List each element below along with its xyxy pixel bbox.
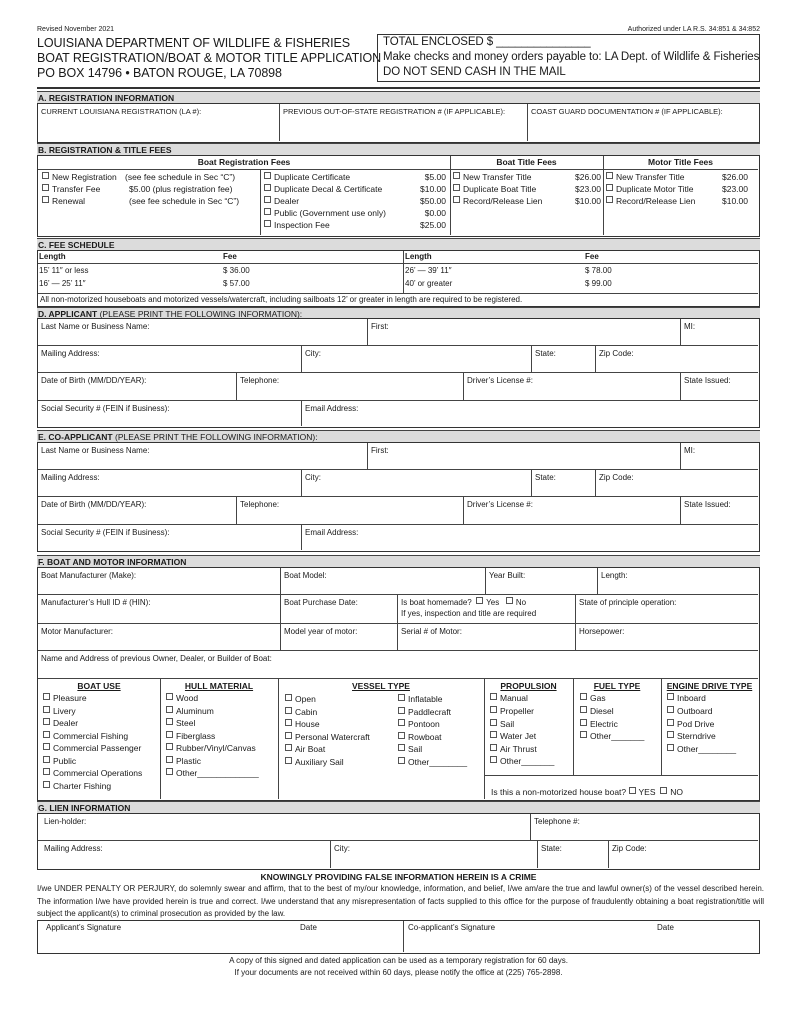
propulsion-option[interactable]: Air Thrust <box>490 743 537 755</box>
fuel-type-option[interactable]: Diesel <box>580 705 614 717</box>
houseboat-label: Is this a non-motorized house boat? <box>491 787 627 797</box>
houseboat-question <box>491 786 683 798</box>
coapplicant-signature-field[interactable]: Co-applicant’s Signature <box>408 923 496 932</box>
city-field[interactable]: City: <box>302 346 532 373</box>
applicant-table <box>37 318 760 428</box>
state-issued-field[interactable]: State Issued: <box>681 373 758 401</box>
fee-note: (see fee schedule in Sec “C”) <box>125 172 236 182</box>
boat-use-option[interactable]: Public <box>43 755 76 767</box>
lien-city-field[interactable]: City: <box>331 841 538 868</box>
boat-use-option[interactable]: Commercial Passenger <box>43 742 141 754</box>
fee-amount: $0.00 <box>424 208 446 218</box>
fee-note: $5.00 (plus registration fee) <box>129 184 233 194</box>
engine-drive-heading: ENGINE DRIVE TYPE <box>666 681 753 691</box>
section-b-title: B. REGISTRATION & TITLE FEES <box>37 143 760 155</box>
co-state-issued-field[interactable]: State Issued: <box>681 497 758 525</box>
fee-amount: $5.00 <box>424 172 446 182</box>
fee-amount: $10.00 <box>575 196 601 206</box>
zip-code-field[interactable]: Zip Code: <box>596 346 758 373</box>
section-g-title: G. LIEN INFORMATION <box>37 801 760 813</box>
checkbox-icon <box>42 196 49 203</box>
hin-field[interactable]: Manufacturer’s Hull ID # (HIN): <box>38 595 281 624</box>
vessel-type-option[interactable]: Auxiliary Sail <box>285 756 344 768</box>
divider <box>278 679 279 799</box>
form-title: BOAT REGISTRATION/BOAT & MOTOR TITLE APPLICATION <box>37 51 382 65</box>
checkbox-icon <box>453 184 460 191</box>
fees-table <box>37 155 760 237</box>
checkbox-icon <box>264 220 271 227</box>
boat-use-option[interactable]: Charter Fishing <box>43 780 111 792</box>
table-cell: 16’ — 25’ 11″ <box>39 279 86 288</box>
checkbox-icon <box>660 787 667 794</box>
co-first-name-field[interactable]: First: <box>368 443 681 470</box>
previous-owner-field[interactable]: Name and Address of previous Owner, Dealer, or Builder of Boat: <box>38 651 758 679</box>
checkbox-icon <box>166 693 173 700</box>
purchase-date-field[interactable]: Boat Purchase Date: <box>281 595 398 624</box>
lien-zip-field[interactable]: Zip Code: <box>612 844 647 853</box>
column-header: Length <box>405 252 432 261</box>
vessel-type-option[interactable]: Personal Watercraft <box>285 731 370 743</box>
checkbox-icon <box>166 706 173 713</box>
fuel-type-option[interactable]: Gas <box>580 692 606 704</box>
checkbox-icon <box>264 208 271 215</box>
applicant-date-field[interactable]: Date <box>300 923 317 932</box>
checkbox-icon <box>398 719 405 726</box>
fee-note: (see fee schedule in Sec “C”) <box>129 196 240 206</box>
boat-model-field[interactable]: Boat Model: <box>281 568 486 595</box>
duplicate-certificate-checkbox[interactable]: Duplicate Certificate <box>264 171 350 183</box>
propulsion-heading: PROPULSION <box>500 681 557 691</box>
duplicate-motor-title-checkbox[interactable]: Duplicate Motor Title <box>606 183 693 195</box>
dealer-checkbox[interactable]: Dealer <box>264 195 299 207</box>
checkbox-icon <box>166 743 173 750</box>
lienholder-field[interactable]: Lien-holder: <box>38 814 531 841</box>
boat-use-option[interactable]: Dealer <box>43 717 78 729</box>
checkbox-icon <box>166 768 173 775</box>
table-cell: 40’ or greater <box>405 279 453 288</box>
checkbox-icon <box>285 719 292 726</box>
hull-material-option[interactable]: Other_____________ <box>166 767 259 779</box>
fee-amount: $26.00 <box>575 172 601 182</box>
boat-use-option[interactable]: Livery <box>43 705 76 717</box>
fee-amount: $50.00 <box>420 196 446 206</box>
state-field[interactable]: State: <box>532 346 596 373</box>
boat-registration-fees-heading: Boat Registration Fees <box>197 157 291 167</box>
section-e-title: E. CO-APPLICANT (PLEASE PRINT THE FOLLOWING INFORMATION): <box>37 430 760 442</box>
boat-use-heading: BOAT USE <box>77 681 121 691</box>
checkbox-icon <box>580 731 587 738</box>
lien-mailing-address-field[interactable]: Mailing Address: <box>38 841 331 868</box>
vessel-type-option[interactable]: Paddlecraft <box>398 706 451 718</box>
column-header: Fee <box>585 252 599 261</box>
motor-new-transfer-title-checkbox[interactable]: New Transfer Title <box>606 171 685 183</box>
checkbox-icon <box>580 719 587 726</box>
boat-new-transfer-title-checkbox[interactable]: New Transfer Title <box>453 171 532 183</box>
houseboat-no-checkbox[interactable]: NO <box>660 787 683 797</box>
vessel-type-option[interactable]: Rowboat <box>398 731 442 743</box>
hull-material-option[interactable]: Steel <box>166 717 195 729</box>
checkbox-icon <box>43 768 50 775</box>
middle-initial-field[interactable]: MI: <box>681 319 758 346</box>
checkbox-icon <box>166 718 173 725</box>
checkbox-icon <box>42 172 49 179</box>
divider <box>484 775 758 776</box>
divider <box>484 679 485 799</box>
boat-make-field[interactable]: Boat Manufacturer (Make): <box>38 568 281 595</box>
checkbox-icon <box>42 184 49 191</box>
fee-amount: $23.00 <box>722 184 748 194</box>
checkbox-icon <box>667 731 674 738</box>
checkbox-icon <box>264 196 271 203</box>
checkbox-icon <box>285 744 292 751</box>
table-cell: 26’ — 39’ 11″ <box>405 266 452 275</box>
divider <box>38 169 758 170</box>
vessel-type-option[interactable]: Cabin <box>285 706 317 718</box>
co-city-field[interactable]: City: <box>302 470 532 497</box>
checkbox-icon <box>285 732 292 739</box>
applicant-signature-field[interactable]: Applicant’s Signature <box>46 923 122 932</box>
homemade-yes-checkbox[interactable]: Yes <box>476 598 499 607</box>
co-telephone-field[interactable]: Telephone: <box>237 497 464 525</box>
engine-drive-option[interactable]: Inboard <box>667 692 706 704</box>
state-of-operation-field[interactable]: State of principle operation: <box>576 595 758 624</box>
drivers-license-field[interactable]: Driver’s License #: <box>464 373 681 401</box>
checkbox-icon <box>667 719 674 726</box>
co-state-field[interactable]: State: <box>532 470 596 497</box>
lien-telephone-field[interactable]: Telephone #: <box>531 814 758 841</box>
column-header: Length <box>39 252 66 261</box>
crime-warning: KNOWINGLY PROVIDING FALSE INFORMATION HEREIN IS A CRIME <box>260 872 537 882</box>
hull-material-option[interactable]: Rubber/Vinyl/Canvas <box>166 742 256 754</box>
checkbox-icon <box>43 756 50 763</box>
boat-use-option[interactable]: Commercial Fishing <box>43 730 128 742</box>
authorization-note: Authorized under LA R.S. 34:851 & 34:852 <box>627 26 760 33</box>
first-name-field[interactable]: First: <box>368 319 681 346</box>
co-last-name-field[interactable]: Last Name or Business Name: <box>38 443 368 470</box>
perjury-statement: I/we UNDER PENALTY OR PERJURY, do solemnly swear and affirm, that to the best of my/our knowledge, information, and belief, I/we am/are the true and lawful owner(s) of the vessel described herein. The information I/we have provided herein is true and correct. I/we understand that any misrepresentation of facts supplied to this office for the purpose of fraudulently obtaining a boat registration/title will subject the applicant(s) to criminal prosecution as provided by the law. <box>37 884 764 918</box>
co-mailing-address-field[interactable]: Mailing Address: <box>38 470 302 497</box>
co-drivers-license-field[interactable]: Driver’s License #: <box>464 497 681 525</box>
duplicate-decal-checkbox[interactable]: Duplicate Decal & Certificate <box>264 183 382 195</box>
fee-amount: $10.00 <box>722 196 748 206</box>
homemade-no-checkbox[interactable]: No <box>506 598 526 607</box>
hull-material-heading: HULL MATERIAL <box>184 681 254 691</box>
public-checkbox[interactable]: Public (Government use only) <box>264 207 386 219</box>
checkbox-icon <box>398 707 405 714</box>
horsepower-field[interactable]: Horsepower: <box>576 624 758 651</box>
houseboat-yes-checkbox[interactable]: YES <box>629 787 656 797</box>
motor-record-lien-checkbox[interactable]: Record/Release Lien <box>606 195 695 207</box>
checkbox-icon <box>506 597 513 604</box>
hull-material-option[interactable]: Wood <box>166 692 198 704</box>
lien-table <box>37 813 760 870</box>
checkbox-icon <box>166 731 173 738</box>
checkbox-icon <box>606 172 613 179</box>
mailing-address: PO BOX 14796 • BATON ROUGE, LA 70898 <box>37 66 282 80</box>
checkbox-icon <box>580 706 587 713</box>
co-ssn-field[interactable]: Social Security # (FEIN if Business): <box>38 525 302 550</box>
renewal-checkbox[interactable]: Renewal <box>42 195 85 207</box>
checkbox-icon <box>490 719 497 726</box>
ssn-field[interactable]: Social Security # (FEIN if Business): <box>38 401 302 426</box>
duplicate-boat-title-checkbox[interactable]: Duplicate Boat Title <box>453 183 536 195</box>
checkbox-icon <box>629 787 636 794</box>
engine-drive-option[interactable]: Outboard <box>667 705 712 717</box>
co-email-field[interactable]: Email Address: <box>305 528 359 537</box>
homemade-question <box>398 595 576 624</box>
total-enclosed-field[interactable]: TOTAL ENCLOSED $ _______________ <box>383 36 591 48</box>
co-applicant-table <box>37 442 760 552</box>
fee-amount: $10.00 <box>420 184 446 194</box>
boat-use-option[interactable]: Pleasure <box>43 692 87 704</box>
checkbox-icon <box>43 706 50 713</box>
email-field[interactable]: Email Address: <box>305 404 359 413</box>
checkbox-icon <box>285 757 292 764</box>
checkbox-icon <box>43 743 50 750</box>
checkbox-icon <box>667 706 674 713</box>
transfer-fee-checkbox[interactable]: Transfer Fee <box>42 183 100 195</box>
checkbox-icon <box>490 693 497 700</box>
propulsion-option[interactable]: Other_______ <box>490 755 554 767</box>
fee-amount: $26.00 <box>722 172 748 182</box>
hull-material-option[interactable]: Plastic <box>166 755 201 767</box>
checkbox-icon <box>285 707 292 714</box>
divider <box>573 679 574 775</box>
checkbox-icon <box>43 731 50 738</box>
checkbox-icon <box>490 744 497 751</box>
fuel-type-option[interactable]: Electric <box>580 718 618 730</box>
coapplicant-date-field[interactable]: Date <box>657 923 674 932</box>
checkbox-icon <box>490 731 497 738</box>
homemade-note: If yes, inspection and title are required <box>401 609 537 618</box>
vessel-type-option[interactable]: Sail <box>398 743 422 755</box>
payment-instructions: Make checks and money orders payable to: LA Dept. of Wildlife & Fisheries <box>383 51 760 63</box>
checkbox-icon <box>43 781 50 788</box>
fee-schedule-table <box>37 250 760 307</box>
vessel-type-option[interactable]: Inflatable <box>398 693 443 705</box>
contact-office-note: If your documents are not received within 60 days, please notify the office at (225) 765-2898. <box>234 968 563 977</box>
checkbox-icon <box>580 693 587 700</box>
vessel-type-option[interactable]: Air Boat <box>285 743 325 755</box>
checkbox-icon <box>398 732 405 739</box>
fee-amount: $23.00 <box>575 184 601 194</box>
motor-title-fees-heading: Motor Title Fees <box>647 157 714 167</box>
fuel-type-heading: FUEL TYPE <box>593 681 641 691</box>
checkbox-icon <box>398 757 405 764</box>
divider <box>403 251 404 293</box>
boat-record-lien-checkbox[interactable]: Record/Release Lien <box>453 195 542 207</box>
section-f-title: F. BOAT AND MOTOR INFORMATION <box>37 555 760 567</box>
checkbox-icon <box>43 718 50 725</box>
last-name-field[interactable]: Last Name or Business Name: <box>38 319 368 346</box>
column-header: Fee <box>223 252 237 261</box>
current-la-registration-field[interactable]: CURRENT LOUISIANA REGISTRATION (LA #): <box>38 104 280 141</box>
checkbox-icon <box>490 756 497 763</box>
agency-name: LOUISIANA DEPARTMENT OF WILDLIFE & FISHERIES <box>37 36 351 50</box>
lien-state-field[interactable]: State: <box>538 841 609 868</box>
telephone-field[interactable]: Telephone: <box>237 373 464 401</box>
vessel-type-option[interactable]: Pontoon <box>398 718 440 730</box>
hull-material-option[interactable]: Fiberglass <box>166 730 215 742</box>
divider <box>38 263 758 264</box>
checkbox-icon <box>667 744 674 751</box>
checkbox-icon <box>606 196 613 203</box>
table-cell: $ 78.00 <box>585 266 612 275</box>
mailing-address-field[interactable]: Mailing Address: <box>38 346 302 373</box>
fee-amount: $25.00 <box>420 220 446 230</box>
propulsion-option[interactable]: Sail <box>490 718 514 730</box>
table-cell: $ 57.00 <box>223 279 250 288</box>
vessel-type-option[interactable]: Open <box>285 693 316 705</box>
boat-title-fees-heading: Boat Title Fees <box>496 157 557 167</box>
co-zip-code-field[interactable]: Zip Code: <box>596 470 758 497</box>
signature-table <box>37 920 760 954</box>
checkbox-icon <box>398 694 405 701</box>
checkbox-icon <box>43 693 50 700</box>
propulsion-option[interactable]: Manual <box>490 692 528 704</box>
motor-serial-field[interactable]: Serial # of Motor: <box>398 624 576 651</box>
homemade-label: Is boat homemade? <box>401 598 472 607</box>
co-date-of-birth-field[interactable]: Date of Birth (MM/DD/YEAR): <box>38 497 237 525</box>
new-registration-checkbox[interactable]: New Registration <box>42 171 117 183</box>
temporary-registration-note: A copy of this signed and dated application can be used as a temporary registration for 60 days. <box>229 956 568 965</box>
vessel-type-heading: VESSEL TYPE <box>352 681 410 691</box>
table-cell: 15’ 11″ or less <box>39 266 89 275</box>
hull-material-option[interactable]: Aluminum <box>166 705 214 717</box>
payment-box <box>377 34 760 82</box>
divider <box>661 679 662 775</box>
revision-date: Revised November 2021 <box>37 26 115 33</box>
section-a-title: A. REGISTRATION INFORMATION <box>37 91 760 103</box>
propulsion-option[interactable]: Water Jet <box>490 730 536 742</box>
checkbox-icon <box>264 172 271 179</box>
checkbox-icon <box>398 744 405 751</box>
motor-manufacturer-field[interactable]: Motor Manufacturer: <box>38 624 281 651</box>
propulsion-option[interactable]: Propeller <box>490 705 534 717</box>
date-of-birth-field[interactable]: Date of Birth (MM/DD/YEAR): <box>38 373 237 401</box>
registration-requirement-note: All non-motorized houseboats and motorized vessels/watercraft, including sailboats 12’ or greater in length are required to be registered. <box>40 295 523 304</box>
divider <box>160 679 161 799</box>
year-built-field[interactable]: Year Built: <box>486 568 598 595</box>
checkbox-icon <box>667 693 674 700</box>
co-middle-initial-field[interactable]: MI: <box>681 443 758 470</box>
engine-drive-option[interactable]: Other________ <box>667 743 736 755</box>
divider <box>260 169 261 235</box>
fuel-type-option[interactable]: Other_______ <box>580 730 644 742</box>
inspection-fee-checkbox[interactable]: Inspection Fee <box>264 219 330 231</box>
engine-drive-option[interactable]: Sterndrive <box>667 730 716 742</box>
checkbox-icon <box>606 184 613 191</box>
vessel-type-option[interactable]: House <box>285 718 320 730</box>
boat-motor-table <box>37 567 760 801</box>
checkbox-icon <box>264 184 271 191</box>
section-c-title: C. FEE SCHEDULE <box>37 238 760 250</box>
boat-use-option[interactable]: Commercial Operations <box>43 767 142 779</box>
table-cell: $ 36.00 <box>223 266 250 275</box>
checkbox-icon <box>285 694 292 701</box>
coast-guard-doc-field[interactable]: COAST GUARD DOCUMENTATION # (IF APPLICABLE): <box>531 107 723 116</box>
checkbox-icon <box>453 196 460 203</box>
previous-registration-field[interactable]: PREVIOUS OUT-OF-STATE REGISTRATION # (IF APPLICABLE): <box>280 104 528 141</box>
divider <box>403 921 404 952</box>
engine-drive-option[interactable]: Pod Drive <box>667 718 714 730</box>
vessel-type-option[interactable]: Other________ <box>398 756 467 768</box>
checkbox-icon <box>166 756 173 763</box>
checkbox-icon <box>476 597 483 604</box>
registration-info-table <box>37 103 760 143</box>
section-d-title: D. APPLICANT (PLEASE PRINT THE FOLLOWING INFORMATION): <box>37 307 760 319</box>
length-field[interactable]: Length: <box>598 568 758 595</box>
checkbox-icon <box>490 706 497 713</box>
no-cash-warning: DO NOT SEND CASH IN THE MAIL <box>383 66 566 78</box>
checkbox-icon <box>453 172 460 179</box>
table-cell: $ 99.00 <box>585 279 612 288</box>
motor-year-field[interactable]: Model year of motor: <box>281 624 398 651</box>
header-divider <box>37 87 760 89</box>
